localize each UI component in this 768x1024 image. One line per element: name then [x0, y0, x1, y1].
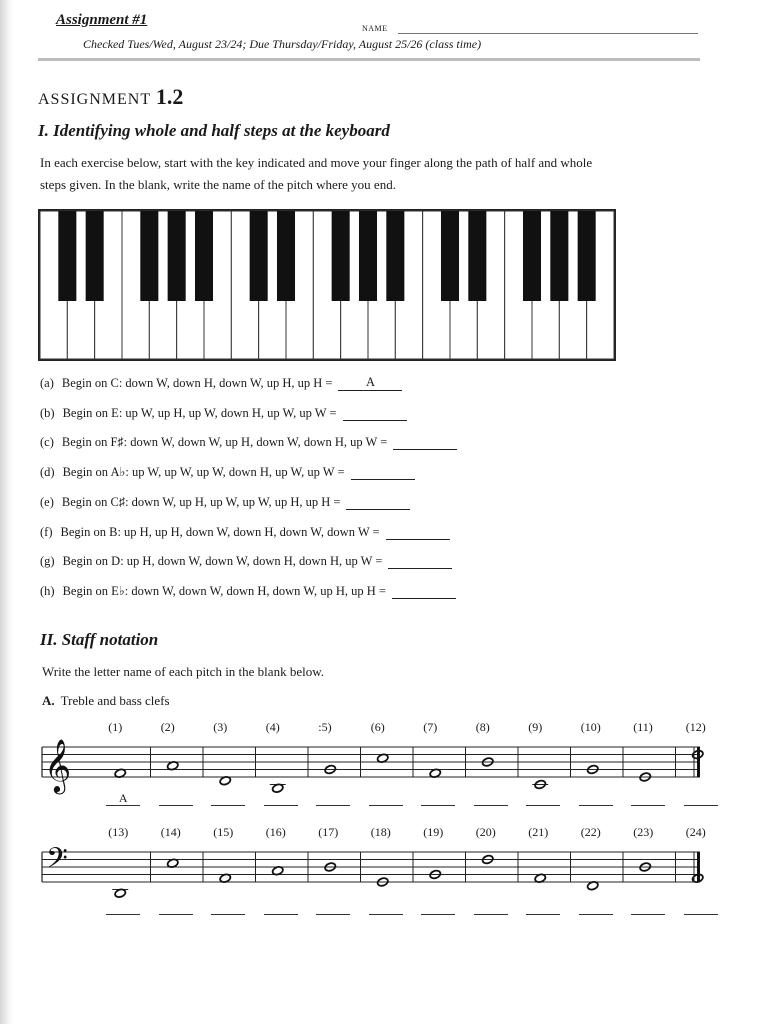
- bass-exercise-number: (14): [160, 825, 181, 839]
- exercise-label: (d): [40, 465, 55, 480]
- exercise-row: [40, 524, 450, 540]
- bass-exercise-number: (19): [423, 825, 444, 839]
- exercise-answer-blank[interactable]: [343, 405, 407, 421]
- exercise-row: [40, 405, 407, 421]
- bass-exercise-number: (23): [633, 825, 654, 839]
- exercise-label: (a): [40, 376, 54, 390]
- treble-answer-blank[interactable]: [631, 791, 665, 806]
- treble-exercise-number: (1): [108, 720, 123, 734]
- black-key[interactable]: [195, 211, 213, 301]
- treble-answer-blank[interactable]: [264, 791, 298, 806]
- bass-exercise-number: (20): [475, 825, 496, 839]
- exercise-row: [40, 583, 456, 599]
- treble-answer-blank[interactable]: [211, 791, 245, 806]
- bass-answer-blank[interactable]: [369, 900, 403, 915]
- exercise-text: Begin on F♯: down W, down W, up H, down W, down H, up W =: [61, 435, 388, 450]
- section1-instructions-line2: steps given. In the blank, write the name of the pitch where you end.: [40, 177, 396, 192]
- bass-answer-blank[interactable]: [684, 900, 718, 915]
- treble-answer-blank[interactable]: A: [106, 791, 140, 806]
- page-edge-shadow: [0, 0, 14, 1024]
- name-label: NAME: [362, 24, 388, 33]
- exercise-text: Begin on A♭: up W, up W, up W, down H, up W, up W =: [62, 465, 345, 480]
- bass-answer-blank[interactable]: [579, 900, 613, 915]
- bass-answer-blank[interactable]: [631, 900, 665, 915]
- black-key[interactable]: [168, 211, 186, 301]
- exercise-label: (e): [40, 494, 54, 509]
- treble-exercise-number: (10): [580, 720, 601, 734]
- treble-answer-blank[interactable]: [684, 791, 718, 806]
- treble-answer-blank[interactable]: [526, 791, 560, 806]
- assignment-heading: [38, 84, 183, 110]
- section1-instructions: [40, 152, 700, 196]
- header-rule: [38, 58, 700, 61]
- exercise-text: Begin on E: up W, up H, up W, down H, up W, up W =: [62, 405, 337, 420]
- black-key[interactable]: [86, 211, 104, 301]
- bass-answer-blank[interactable]: [264, 900, 298, 915]
- treble-exercise-number: (4): [265, 720, 280, 734]
- black-key[interactable]: [277, 211, 295, 301]
- exercise-answer-blank[interactable]: [386, 524, 450, 540]
- bass-exercise-number: (24): [685, 825, 706, 839]
- black-key[interactable]: [359, 211, 377, 301]
- exercise-answer-blank[interactable]: A: [338, 375, 402, 391]
- bass-answer-blank[interactable]: [526, 900, 560, 915]
- black-key[interactable]: [386, 211, 404, 301]
- treble-exercise-number: (8): [475, 720, 490, 734]
- black-key[interactable]: [523, 211, 541, 301]
- subsection-a: [42, 693, 170, 709]
- exercise-label: (g): [40, 554, 55, 569]
- piano-keyboard: [38, 209, 616, 361]
- black-key[interactable]: [441, 211, 459, 301]
- bass-answer-blank[interactable]: [316, 900, 350, 915]
- treble-answer-blank[interactable]: [369, 791, 403, 806]
- bass-answer-blank[interactable]: [474, 900, 508, 915]
- exercise-answer-blank[interactable]: [388, 553, 452, 569]
- treble-exercise-number: (12): [685, 720, 706, 734]
- bass-answer-blank[interactable]: [421, 900, 455, 915]
- exercise-label: (c): [40, 435, 54, 450]
- exercise-row: [40, 434, 457, 450]
- bass-answer-blank[interactable]: [159, 900, 193, 915]
- bass-exercise-number: (13): [108, 825, 129, 839]
- exercise-row: [40, 464, 415, 480]
- black-key[interactable]: [332, 211, 350, 301]
- treble-answer-blank[interactable]: [316, 791, 350, 806]
- treble-exercise-number: (11): [633, 720, 653, 734]
- exercise-row: [40, 375, 402, 391]
- exercise-answer-blank[interactable]: [351, 464, 415, 480]
- exercise-answer-blank[interactable]: [393, 434, 457, 450]
- section2-title: II. Staff notation: [40, 630, 159, 649]
- black-key[interactable]: [578, 211, 596, 301]
- bass-exercise-number: (18): [370, 825, 391, 839]
- bass-answer-blank[interactable]: [106, 900, 140, 915]
- treble-exercise-number: (2): [160, 720, 175, 734]
- assignment-title: Assignment #1: [56, 12, 148, 28]
- bass-clef-symbol: 𝄢: [46, 842, 68, 882]
- treble-exercise-number: (9): [528, 720, 543, 734]
- assignment-heading-prefix: ASSIGNMENT: [38, 91, 151, 108]
- exercise-text: Begin on D: up H, down W, down W, down H, down H, up W =: [62, 554, 383, 569]
- exercise-text: Begin on E♭: down W, down W, down H, down W, up H, up H =: [62, 583, 386, 598]
- section2-instructions: Write the letter name of each pitch in the blank below.: [42, 664, 324, 679]
- due-date-line: Checked Tues/Wed, August 23/24; Due Thursday/Friday, August 25/26 (class time): [83, 37, 482, 51]
- exercise-row: [40, 494, 410, 510]
- black-key[interactable]: [140, 211, 158, 301]
- black-key[interactable]: [250, 211, 268, 301]
- exercise-row: [40, 553, 452, 569]
- exercise-label: (h): [40, 583, 55, 598]
- bass-exercise-number: (22): [580, 825, 601, 839]
- treble-answer-blank[interactable]: [159, 791, 193, 806]
- treble-exercise-number: (3): [213, 720, 228, 734]
- subsection-a-letter: A.: [42, 693, 55, 708]
- section1-title: I. Identifying whole and half steps at the keyboard: [38, 121, 390, 140]
- treble-answer-blank[interactable]: [421, 791, 455, 806]
- black-key[interactable]: [58, 211, 76, 301]
- name-line[interactable]: [398, 33, 698, 34]
- bass-exercise-number: (17): [318, 825, 339, 839]
- treble-answer-blank[interactable]: [474, 791, 508, 806]
- exercise-answer-blank[interactable]: [346, 494, 410, 510]
- exercise-text: Begin on C: down W, down H, down W, up H, up H =: [61, 376, 333, 390]
- assignment-heading-number: 1.2: [155, 84, 184, 109]
- black-key[interactable]: [550, 211, 568, 301]
- exercise-answer-blank[interactable]: [392, 583, 456, 599]
- exercise-text: Begin on C♯: down W, up H, up W, up W, up H, up H =: [61, 494, 341, 509]
- bass-answer-blank[interactable]: [211, 900, 245, 915]
- treble-exercise-number: (6): [370, 720, 385, 734]
- exercise-text: Begin on B: up H, up H, down W, down H, down W, down W =: [60, 524, 380, 539]
- exercise-label: (b): [40, 405, 55, 420]
- exercise-label: (f): [40, 524, 53, 539]
- black-key[interactable]: [468, 211, 486, 301]
- treble-clef-symbol: 𝄞: [44, 738, 72, 792]
- bass-exercise-number: (15): [213, 825, 234, 839]
- bass-exercise-number: (16): [265, 825, 286, 839]
- bass-exercise-number: (21): [528, 825, 549, 839]
- treble-answer-blank[interactable]: [579, 791, 613, 806]
- treble-exercise-number: :5): [318, 720, 332, 734]
- section1-instructions-line1: In each exercise below, start with the key indicated and move your finger along the path of half and whole: [40, 155, 593, 170]
- treble-exercise-number: (7): [423, 720, 438, 734]
- subsection-a-label: Treble and bass clefs: [60, 693, 170, 708]
